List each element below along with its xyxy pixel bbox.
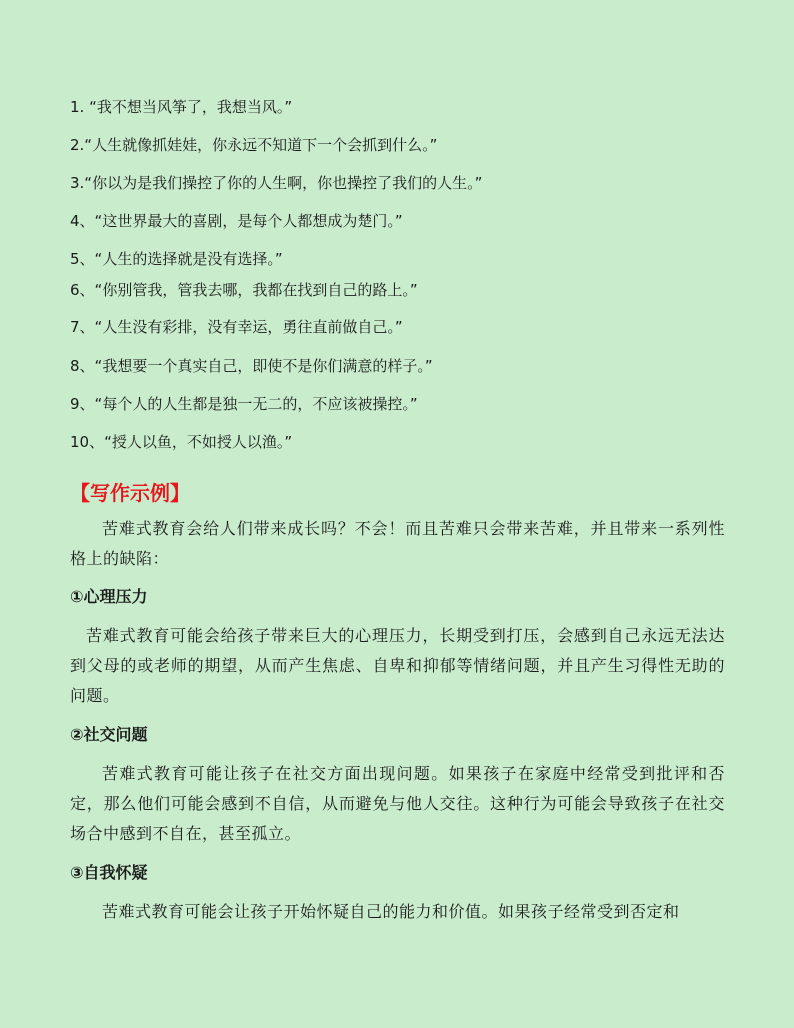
quote-item: 5、“人生的选择就是没有选择。” [70,250,283,268]
point-paragraph: 苦难式教育可能让孩子在社交方面出现问题。如果孩子在家庭中经常受到批评和否定，那么他们可能会感到不自信，从而避免与他人交往。这种行为可能会导致孩子在社交场合中感到不自在，甚至孤立。 [70,764,725,843]
point-title: ③自我怀疑 [70,863,148,882]
quote-item: 6、“你别管我，管我去哪，我都在找到自己的路上。” [70,281,418,299]
section-title: 【写作示例】 [70,481,190,505]
point-title: ②社交问题 [70,725,148,744]
quote-item: 10、“授人以鱼，不如授人以渔。” [70,433,293,451]
quote-item: 3.“你以为是我们操控了你的人生啊，你也操控了我们的人生。” [70,174,483,192]
quote-item: 8、“我想要一个真实自己，即使不是你们满意的样子。” [70,357,433,375]
point-title: ①心理压力 [70,587,148,606]
quote-item: 4、“这世界最大的喜剧，是每个人都想成为楚门。” [70,212,403,230]
quote-item: 9、“每个人的人生都是独一无二的，不应该被操控。” [70,395,418,413]
intro-paragraph: 苦难式教育会给人们带来成长吗？不会！而且苦难只会带来苦难，并且带来一系列性格上的缺陷： [70,519,725,568]
point-paragraph: 苦难式教育可能会让孩子开始怀疑自己的能力和价值。如果孩子经常受到否定和 [102,902,680,921]
quote-item: 7、“人生没有彩排，没有幸运，勇往直前做自己。” [70,318,403,336]
point-paragraph: 苦难式教育可能会给孩子带来巨大的心理压力，长期受到打压，会感到自己永远无法达到父母的或老师的期望，从而产生焦虑、自卑和抑郁等情绪问题，并且产生习得性无助的问题。 [70,626,725,705]
quote-item: 2.“人生就像抓娃娃，你永远不知道下一个会抓到什么。” [70,136,438,154]
quote-item: 1. “我不想当风筝了，我想当风。” [70,98,293,116]
